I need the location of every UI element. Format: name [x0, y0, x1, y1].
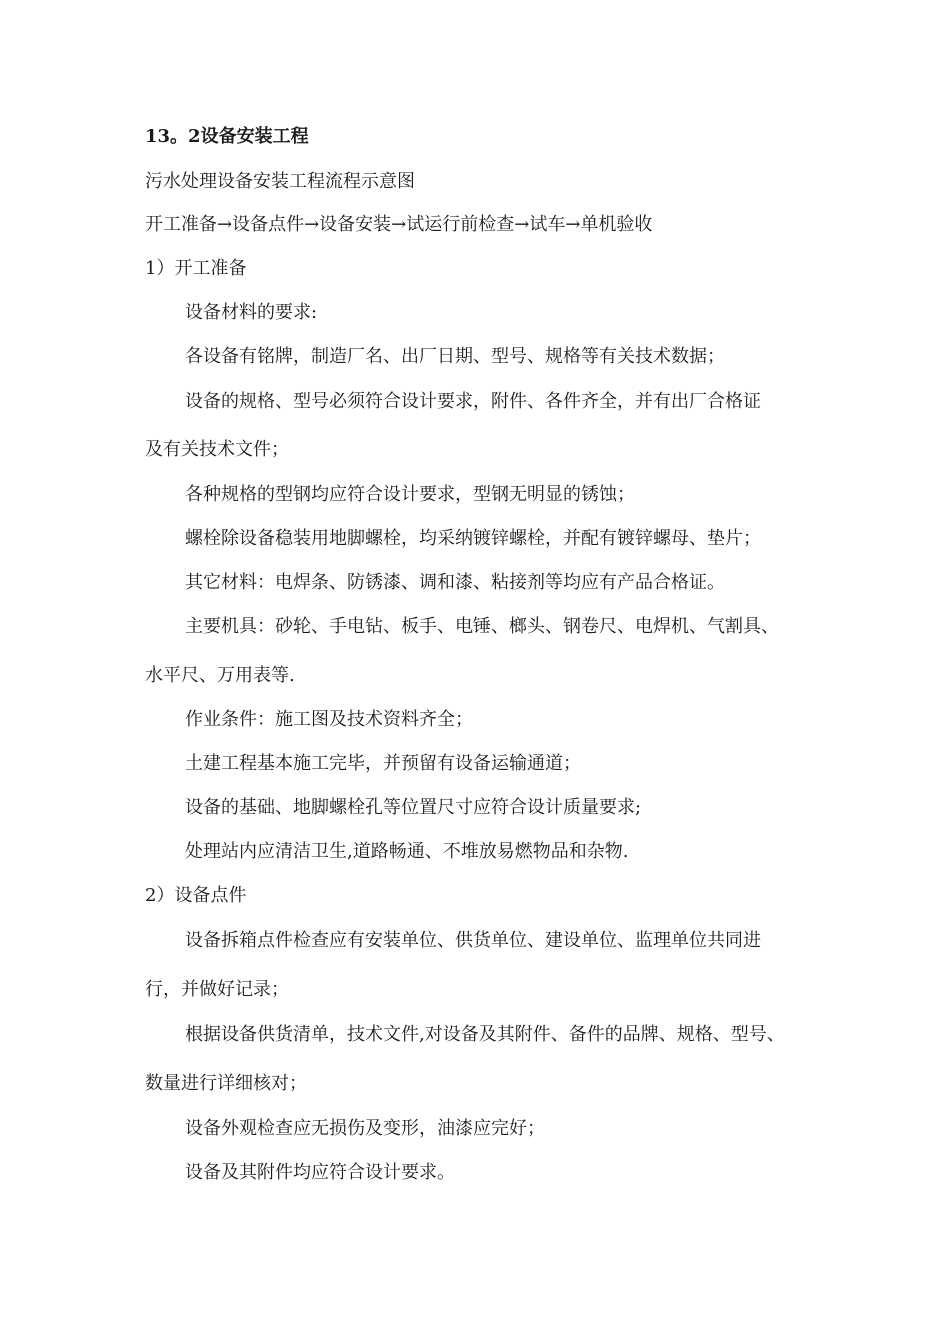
section-title: 13。2设备安装工程 [145, 126, 309, 147]
paragraph-line: 设备的基础、地脚螺栓孔等位置尺寸应符合设计质量要求; [185, 797, 642, 818]
flow-title: 污水处理设备安装工程流程示意图 [145, 171, 415, 192]
paragraph-line: 各种规格的型钢均应符合设计要求，型钢无明显的锈蚀； [185, 484, 635, 505]
paragraph-line: 根据设备供货清单，技术文件,对设备及其附件、备件的品牌、规格、型号、 [185, 1024, 785, 1045]
paragraph-line: 设备拆箱点件检查应有安装单位、供货单位、建设单位、监理单位共同进 [185, 930, 761, 951]
paragraph-line: 螺栓除设备稳装用地脚螺栓，均采纳镀锌螺栓，并配有镀锌螺母、垫片； [185, 528, 761, 549]
paragraph-line: 处理站内应清洁卫生,道路畅通、不堆放易燃物品和杂物. [185, 841, 629, 862]
part1-title: 1）开工准备 [145, 258, 247, 279]
paragraph-line: 各设备有铭牌，制造厂名、出厂日期、型号、规格等有关技术数据； [185, 346, 725, 367]
paragraph-line: 行，并做好记录； [145, 979, 289, 1000]
flow-steps: 开工准备→设备点件→设备安装→试运行前检查→试车→单机验收 [145, 214, 653, 235]
paragraph-line: 土建工程基本施工完毕，并预留有设备运输通道； [185, 753, 581, 774]
part2-title: 2）设备点件 [145, 885, 247, 906]
paragraph-line: 其它材料：电焊条、防锈漆、调和漆、粘接剂等均应有产品合格证。 [185, 572, 725, 593]
paragraph-line: 主要机具：砂轮、手电钻、板手、电锤、榔头、钢卷尺、电焊机、气割具、 [185, 616, 779, 637]
paragraph-line: 水平尺、万用表等. [145, 665, 295, 686]
paragraph-line: 设备外观检查应无损伤及变形，油漆应完好； [185, 1118, 545, 1139]
paragraph-line: 设备材料的要求: [185, 302, 318, 323]
paragraph-line: 设备及其附件均应符合设计要求。 [185, 1162, 455, 1183]
paragraph-line: 数量进行详细核对； [145, 1073, 307, 1094]
paragraph-line: 及有关技术文件； [145, 439, 289, 460]
paragraph-line: 作业条件：施工图及技术资料齐全； [185, 709, 473, 730]
paragraph-line: 设备的规格、型号必须符合设计要求，附件、各件齐全，并有出厂合格证 [185, 391, 761, 412]
